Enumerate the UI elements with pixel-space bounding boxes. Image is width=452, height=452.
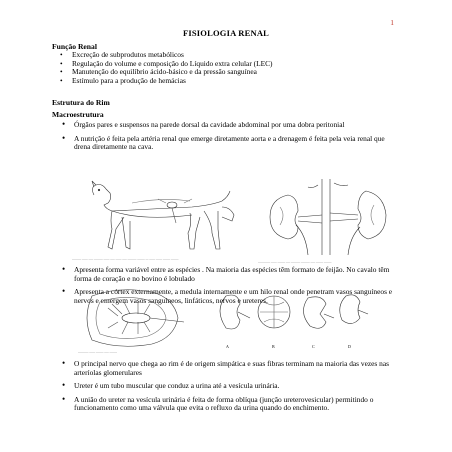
kidney-vessels-caption: ________ ____ _____ ___ ______ ______ ___ _____ _____ <box>258 259 332 263</box>
function-list <box>52 51 402 85</box>
list-item: • A nutrição é feita pela artéria renal que emerge diretamente aorta e a drenagem é feita pela veia renal que drena diretamente na cava. <box>62 132 385 152</box>
list-item-text: A união do ureter na vesícula urinária é feita de forma oblíqua (junção ureterovesicular) permitindo o funcionamento como uma válvula que evita o refluxo da urina quando do enchimento. <box>74 394 374 413</box>
list-item-text: A nutrição é feita pela artéria renal que emerge diretamente aorta e a drenagem é feita pela veia renal que drena diretamente na cava. <box>74 133 385 152</box>
kidney-section-illustration <box>78 286 188 350</box>
structure-list-c <box>52 360 402 418</box>
list-item-text: Órgãos pares e suspensos na parede dorsal da cavidade abdominal por uma dobra peritonial <box>74 120 345 129</box>
list-item-text: Regulação do volume e composição do Líquido extra celular (LEC) <box>72 58 273 68</box>
dog-anatomy-figure <box>72 177 247 260</box>
list-item-text: Excreção de subprodutos metabólicos <box>72 50 184 59</box>
kidney-section-figure <box>78 286 188 353</box>
section-heading-structure: Estrutura do Rim <box>52 98 110 107</box>
page-number: 1 <box>390 18 394 27</box>
kidney-section-caption: _______ ____ _____ ___ _____ <box>78 349 117 353</box>
list-item: • Apresenta a córtex externamente, a medula internamente e um hilo renal onde penetram vasos sanguíneos e nervos e emergem vasos sanguíneos, linfáticos, nervos e ureteres. <box>62 286 393 305</box>
page-title: FISIOLOGIA RENAL <box>182 28 270 38</box>
list-item: • O principal nervo que chega ao rim é de origem simpática e suas fibras terminam na maioria das vezes nas arteríolas glomerulares <box>62 358 390 377</box>
list-item-text: Manutenção do equilíbrio ácido-básico e da pressão sanguínea <box>72 67 257 77</box>
list-item-text: Apresenta a córtex externamente, a medula internamente e um hilo renal onde penetram vasos sanguíneos e nervos e emergem vasos sanguíneos, linfáticos, nervos e ureteres. <box>74 287 393 305</box>
section-heading-function: Função Renal <box>52 42 97 51</box>
list-item: • Apresenta forma variável entre as espécies . Na maioria das espécies têm formato de feijão. No cavalo têm forma de coração e no bovino é lobulado <box>62 264 390 283</box>
dog-caption: ______ ____ ___ ______ ____ ___ ____ ___ ______ _____ __ ____ ____ _____ _____ <box>72 256 179 260</box>
list-item: • Manutenção do equilíbrio ácido-básico e da pressão sanguínea <box>60 67 257 77</box>
list-item: • A união do ureter na vesícula urinária é feita de forma oblíqua (junção ureterovesicular) permitindo o funcionamento como uma válvula que evita o refluxo da urina quando do enchimento. <box>62 393 374 413</box>
list-item-text: O principal nervo que chega ao rim é de origem simpática e suas fibras terminam na maioria das vezes nas arteríolas glomerulares <box>74 359 390 377</box>
list-item-text: Ureter é um tubo muscular que conduz a urina até a vesícula urinária. <box>74 381 280 391</box>
list-item-text: Estímulo para a produção de hemácias <box>72 75 186 85</box>
structure-list-a <box>52 121 402 157</box>
kidney-vessels-figure <box>258 175 398 263</box>
subheading-macro: Macroestrutura <box>52 110 104 119</box>
list-item: • Ureter é um tubo muscular que conduz a urina até a vesícula urinária. <box>62 380 280 391</box>
kidney-species-labels <box>212 344 372 350</box>
kidney-vessels-illustration <box>258 175 398 260</box>
kidney-label-a: A <box>226 344 229 349</box>
kidney-species-figure <box>212 284 372 352</box>
list-item: • Órgãos pares e suspensos na parede dorsal da cavidade abdominal por uma dobra peritonial <box>62 119 345 129</box>
kidney-label-c: C <box>312 344 315 349</box>
kidney-label-b: B <box>272 344 275 349</box>
kidney-label-d: D <box>348 344 351 349</box>
kidney-species-illustration <box>212 284 372 344</box>
list-item: • Excreção de subprodutos metabólicos <box>60 50 184 59</box>
list-item: • Regulação do volume e composição do Líquido extra celular (LEC) <box>60 58 273 68</box>
list-item: • Estímulo para a produção de hemácias <box>60 75 186 85</box>
list-item-text: Apresenta forma variável entre as espécies . Na maioria das espécies têm formato de feijão. No cavalo têm forma de coração e no bovino é lobulado <box>74 265 390 283</box>
dog-illustration <box>72 177 247 257</box>
